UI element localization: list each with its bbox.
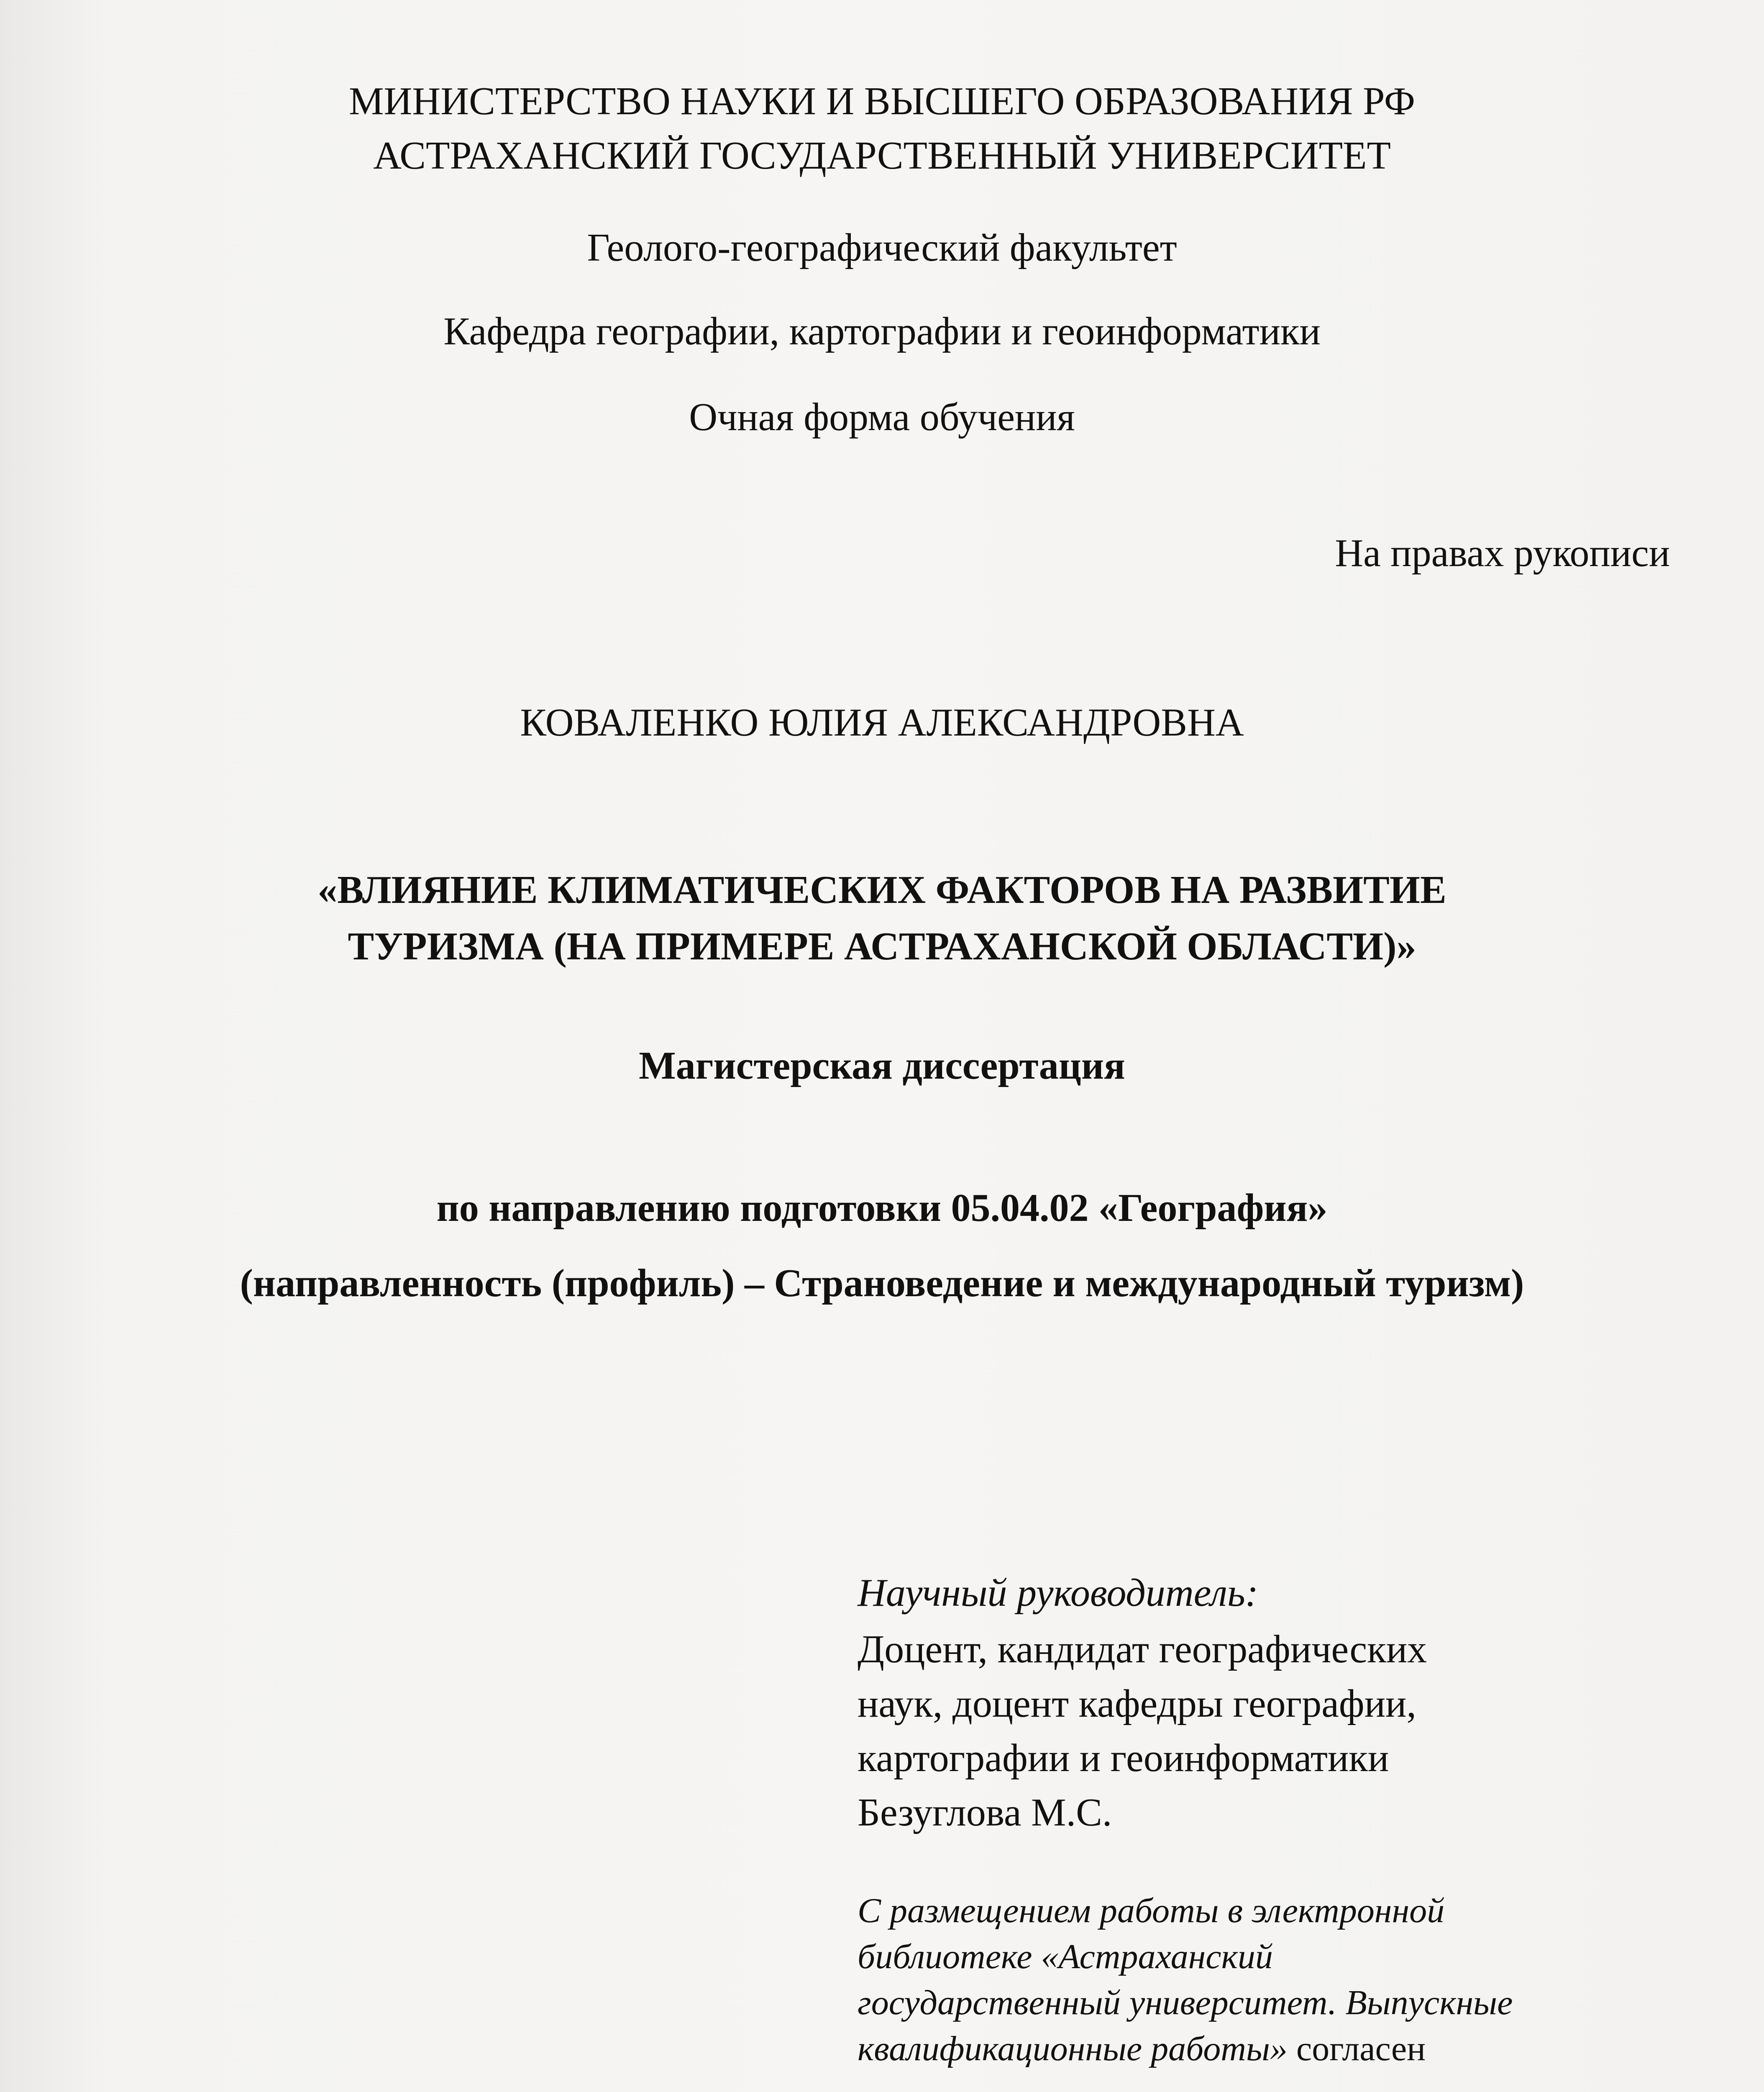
supervisor-name: Безуглова М.С.	[858, 1791, 1112, 1834]
consent-line3: государственный университет. Выпускные	[858, 1983, 1513, 2022]
profile-line: (направленность (профиль) – Страноведение и международный туризм)	[240, 1261, 1524, 1305]
consent-block	[858, 1893, 1673, 2092]
manuscript-note: На правах рукописи	[1335, 531, 1670, 575]
ministry-line: МИНИСТЕРСТВО НАУКИ И ВЫСШЕГО ОБРАЗОВАНИЯ РФ	[348, 79, 1416, 123]
faculty-line: Геолого-географический факультет	[587, 226, 1177, 269]
thesis-title-line1: «ВЛИЯНИЕ КЛИМАТИЧЕСКИХ ФАКТОРОВ НА РАЗВИТИЕ	[317, 868, 1447, 912]
consent-line4-italic: квалификационные работы»	[858, 2029, 1288, 2068]
supervisor-position-line1: Доцент, кандидат географических	[858, 1628, 1427, 1671]
supervisor-position-line2: наук, доцент кафедры географии,	[858, 1682, 1416, 1725]
work-type: Магистерская диссертация	[639, 1044, 1125, 1087]
consent-line4-agree: согласен	[1287, 2029, 1426, 2068]
consent-line1: С размещением работы в электронной	[858, 1891, 1445, 1930]
thesis-title-line2: ТУРИЗМА (НА ПРИМЕРЕ АСТРАХАНСКОЙ ОБЛАСТИ)»	[348, 925, 1416, 968]
consent-line4	[858, 2031, 1426, 2066]
department-line: Кафедра географии, картографии и геоинформатики	[443, 310, 1321, 353]
supervisor-block	[858, 1573, 1673, 1866]
university-line: АСТРАХАНСКИЙ ГОСУДАРСТВЕННЫЙ УНИВЕРСИТЕТ	[373, 134, 1391, 177]
supervisor-position-line3: картографии и геоинформатики	[858, 1736, 1389, 1780]
study-form-line: Очная форма обучения	[689, 395, 1075, 439]
consent-line2: библиотеке «Астраханский	[858, 1937, 1273, 1976]
author-name: КОВАЛЕНКО ЮЛИЯ АЛЕКСАНДРОВНА	[520, 701, 1244, 744]
supervisor-label: Научный руководитель:	[858, 1571, 1259, 1615]
training-direction: по направлению подготовки 05.04.02 «География»	[436, 1186, 1328, 1230]
